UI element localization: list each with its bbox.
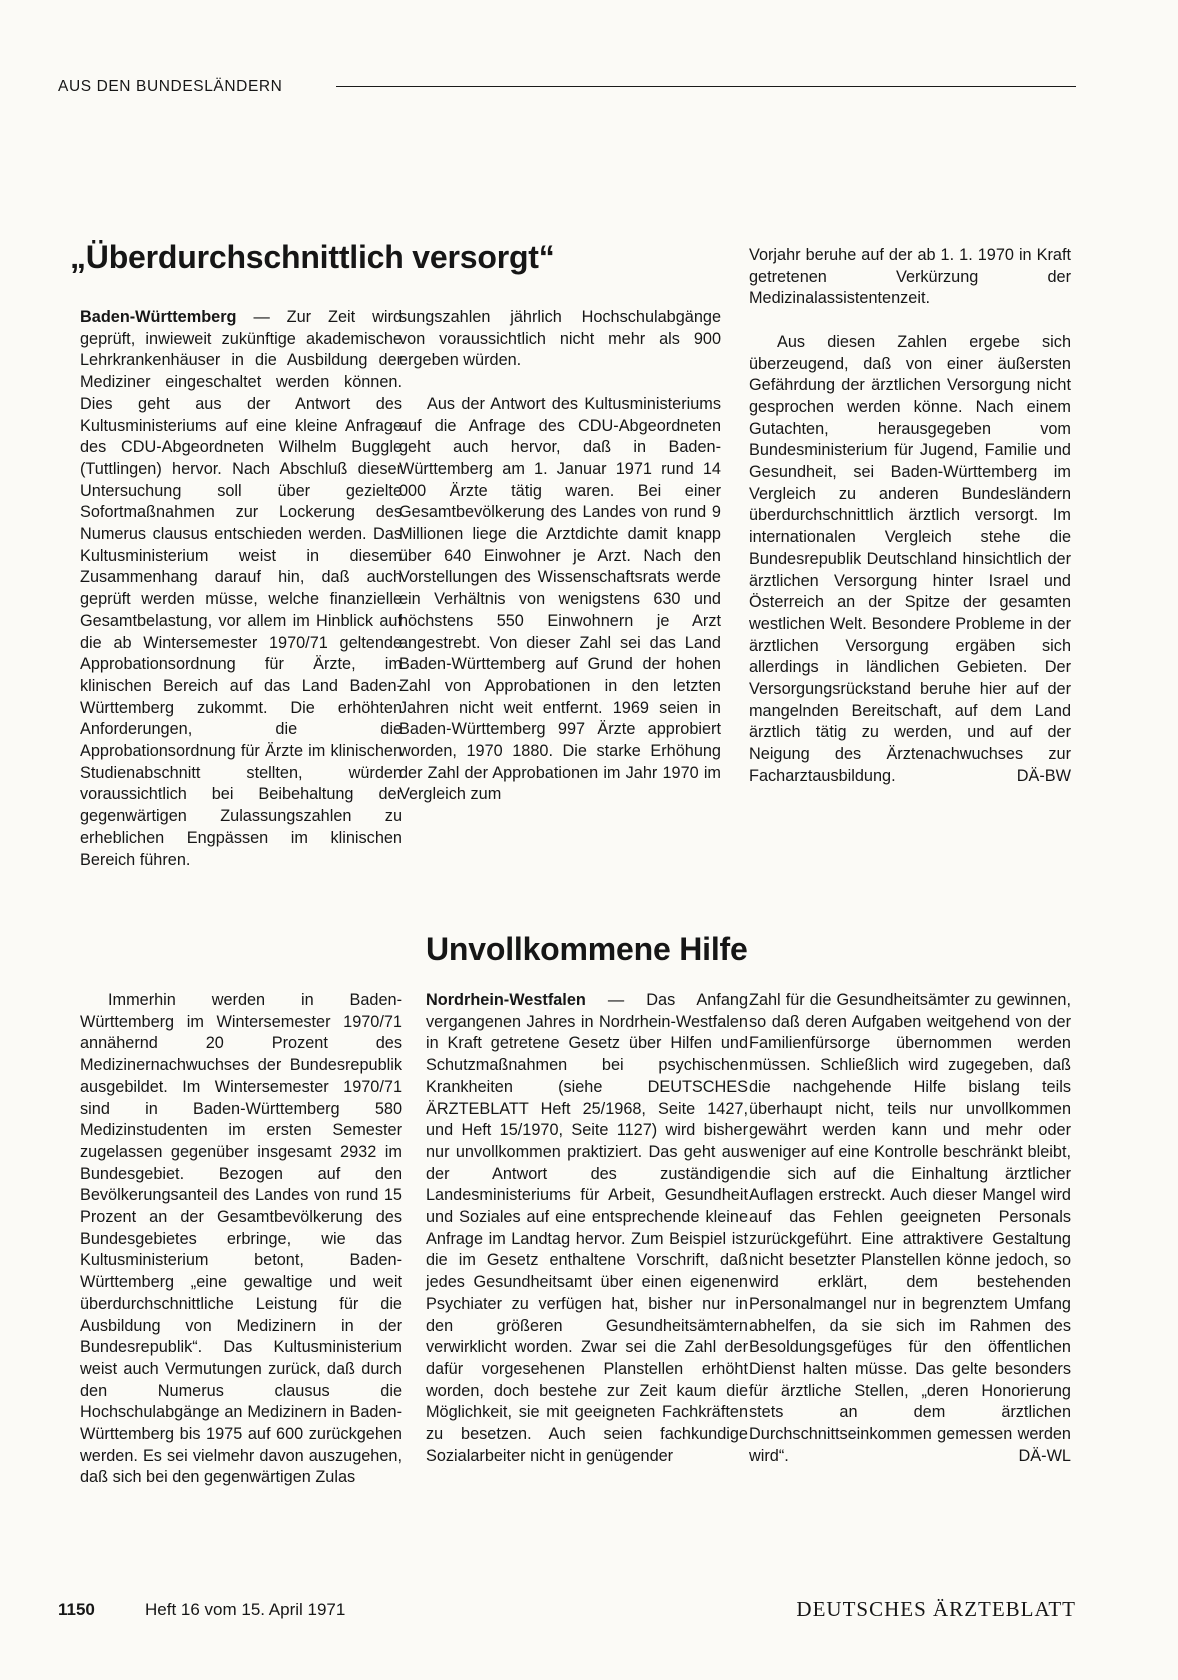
article1-paragraph-2-continued: sungszahlen jährlich Hochschulabgänge von voraussichtlich nicht mehr als 900 ergeben würden. bbox=[399, 308, 721, 370]
article1-paragraph-4 bbox=[749, 332, 1071, 788]
section-rule bbox=[336, 86, 1076, 87]
article2-column-1 bbox=[426, 990, 748, 1467]
article-title-2: Unvollkommene Hilfe bbox=[426, 931, 748, 967]
article1-paragraph-1-text: — Zur Zeit wird geprüft, inwieweit zukünftige akademische Lehrkrankenhäuser in die Ausbildung der Mediziner eingeschaltet werden können. Dies geht aus der Antwort des Kultusministeriums auf eine kleine Anfrage des CDU-Abgeordneten Wilhelm Buggle (Tuttlingen) hervor. Nach Abschluß dieser Untersuchung soll über gezielte Sofortmaßnahmen zur Lockerung des Numerus clausus entschieden werden. Das Kultusministerium weist in diesem Zusammenhang darauf hin, daß auch geprüft werden müsse, welche finanzielle Gesamtbelastung, vor allem im Hinblick auf die ab Wintersemester 1970/71 geltende Approbationsordnung für Ärzte, im klinischen Bereich auf das Land Baden-Württemberg zukommt. Die erhöhten Anforderungen, die die Approbationsordnung für Ärzte im klinischen Studienabschnitt stellten, würden voraussichtlich bei Beibehaltung der gegenwärtigen Zulassungszahlen zu erheblichen Engpässen im klinischen Bereich führen. bbox=[80, 308, 402, 869]
journal-name: DEUTSCHES ÄRZTEBLATT bbox=[796, 1597, 1076, 1621]
page-number: 1150 bbox=[58, 1600, 95, 1619]
article1-lead: Baden-Württemberg bbox=[80, 308, 237, 326]
article2-paragraph-1-text: — Das Anfang vergangenen Jahres in Nordrhein-Westfalen in Kraft getretene Gesetz über Hilfen und Schutzmaßnahmen bei psychischen Krankheiten (siehe DEUTSCHES ÄRZTEBLATT Heft 25/1968, Seite 1427, und Heft 15/1970, Seite 1127) wird bisher nur unvollkommen praktiziert. Das geht aus der Antwort des zuständigen Landesministeriums für Arbeit, Gesundheit und Soziales auf eine entsprechende kleine Anfrage im Landtag hervor. Zum Beispiel ist die im Gesetz enthaltene Vorschrift, daß jedes Gesundheitsamt über einen eigenen Psychiater zu verfügen hat, bisher nur in den größeren Gesundheitsämtern verwirklicht worden. Zwar sei die Zahl der dafür vorgesehenen Planstellen erhöht worden, doch bestehe zur Zeit kaum die Möglichkeit, sie mit geeigneten Fachkräften zu besetzen. Auch seien fachkundige Sozialarbeiter nicht in genügender bbox=[426, 991, 748, 1465]
article1-column-2 bbox=[399, 307, 721, 806]
article2-signature: DÄ-WL bbox=[1018, 1446, 1071, 1465]
article1-signature: DÄ-BW bbox=[1016, 766, 1071, 785]
section-label: AUS DEN BUNDESLÄNDERN bbox=[58, 78, 283, 95]
article1-paragraph-4-text: Aus diesen Zahlen ergebe sich überzeugend, daß von einer äußersten Gefährdung der ärztlichen Versorgung nicht gesprochen werden könne. Nach einem Gutachten, herausgegeben vom Bundesministerium für Jugend, Familie und Gesundheit, sei Baden-Württemberg im Vergleich zu anderen Bundesländern überdurchschnittlich ärztlich versorgt. Im internationalen Vergleich stehe die Bundesrepublik Deutschland hinsichtlich der ärztlichen Versorgung hinter Israel und Österreich an der Spitze der gesamten westlichen Welt. Besondere Probleme in der ärztlichen Versorgung ergäben sich allerdings in ländlichen Gebieten. Der Versorgungsrückstand beruhe hier auf der mangelnden Bereitschaft, auf dem Land ärztlich tätig zu werden, und auf der Neigung des Ärztenachwuchses zur Facharztausbildung. bbox=[749, 332, 1071, 785]
article-title: „Überdurchschnittlich versorgt“ bbox=[70, 239, 555, 275]
article1-paragraph-3: Aus der Antwort des Kultusministeriums auf die Anfrage des CDU-Abgeordneten geht auch hervor, daß in Baden-Württemberg am 1. Januar 1971 rund 14 000 Ärzte tätig waren. Bei einer Gesamtbevölkerung des Landes von rund 9 Millionen liege die Arztdichte damit knapp über 640 Einwohner je Arzt. Nach den Vorstellungen des Wissenschaftsrats werde ein Verhältnis von wenigstens 630 und höchstens 550 Einwohnern je Arzt angestrebt. Von dieser Zahl sei das Land Baden-Württemberg auf Grund der hohen Zahl von Approbationen in den letzten Jahren nicht weit entfernt. 1969 seien in Baden-Württemberg 997 Ärzte approbiert worden, 1970 1880. Die starke Erhöhung der Zahl der Approbationen im Jahr 1970 im Vergleich zum bbox=[399, 394, 721, 804]
article2-column-2 bbox=[749, 990, 1071, 1467]
article1-column-3 bbox=[749, 245, 1071, 788]
article1-column-1 bbox=[80, 307, 402, 871]
article1-paragraph-1 bbox=[80, 307, 402, 871]
article1-column-1-bottom bbox=[80, 990, 402, 1489]
article2-lead: Nordrhein-Westfalen bbox=[426, 991, 586, 1009]
article1-paragraph-3-continued: Vorjahr beruhe auf der ab 1. 1. 1970 in Kraft getretenen Verkürzung der Medizinalassistentenzeit. bbox=[749, 246, 1071, 308]
issue-info: Heft 16 vom 15. April 1971 bbox=[145, 1600, 346, 1619]
article2-paragraph-1 bbox=[426, 990, 748, 1467]
article2-paragraph-1-continued bbox=[749, 990, 1071, 1467]
article2-paragraph-1-cont-text: Zahl für die Gesundheitsämter zu gewinnen, so daß deren Aufgaben weitgehend von der Familienfürsorge übernommen werden müssen. Schließlich wird zugegeben, daß die nachgehende Hilfe bislang teils überhaupt nicht, teils nur unvollkommen gewährt werden kann und mehr oder weniger auf eine Kontrolle beschränkt bleibt, die sich auf die Einhaltung ärztlicher Auflagen erstreckt. Auch dieser Mangel wird auf das Fehlen geeigneten Personals zurückgeführt. Eine attraktivere Gestaltung nicht besetzter Planstellen könne jedoch, so wird erklärt, dem bestehenden Personalmangel nur in begrenztem Umfang abhelfen, da sie sich im Rahmen des Besoldungsgefüges für den öffentlichen Dienst halten müsse. Das gelte besonders für ärztliche Stellen, „deren Honorierung stets an dem ärztlichen Durchschnittseinkommen gemessen werden wird“. bbox=[749, 991, 1071, 1465]
article1-paragraph-2: Immerhin werden in Baden-Württemberg im Wintersemester 1970/71 annähernd 20 Prozent des Medizinernachwuchses der Bundesrepublik ausgebildet. Im Wintersemester 1970/71 sind in Baden-Württemberg 580 Medizinstudenten im ersten Semester zugelassen gegenüber insgesamt 2932 im Bundesgebiet. Bezogen auf den Bevölkerungsanteil des Landes von rund 15 Prozent an der Gesamtbevölkerung des Bundesgebietes erbringe, wie das Kultusministerium betont, Baden-Württemberg „eine gewaltige und weit überdurchschnittliche Leistung für die Ausbildung von Medizinern in der Bundesrepublik“. Das Kultusministerium weist auch Vermutungen zurück, daß durch den Numerus clausus die Hochschulabgänge an Medizinern in Baden-Württemberg bis 1975 auf 600 zurückgehen werden. Es sei vielmehr davon auszugehen, daß sich bei den gegenwärtigen Zulas bbox=[80, 991, 402, 1487]
